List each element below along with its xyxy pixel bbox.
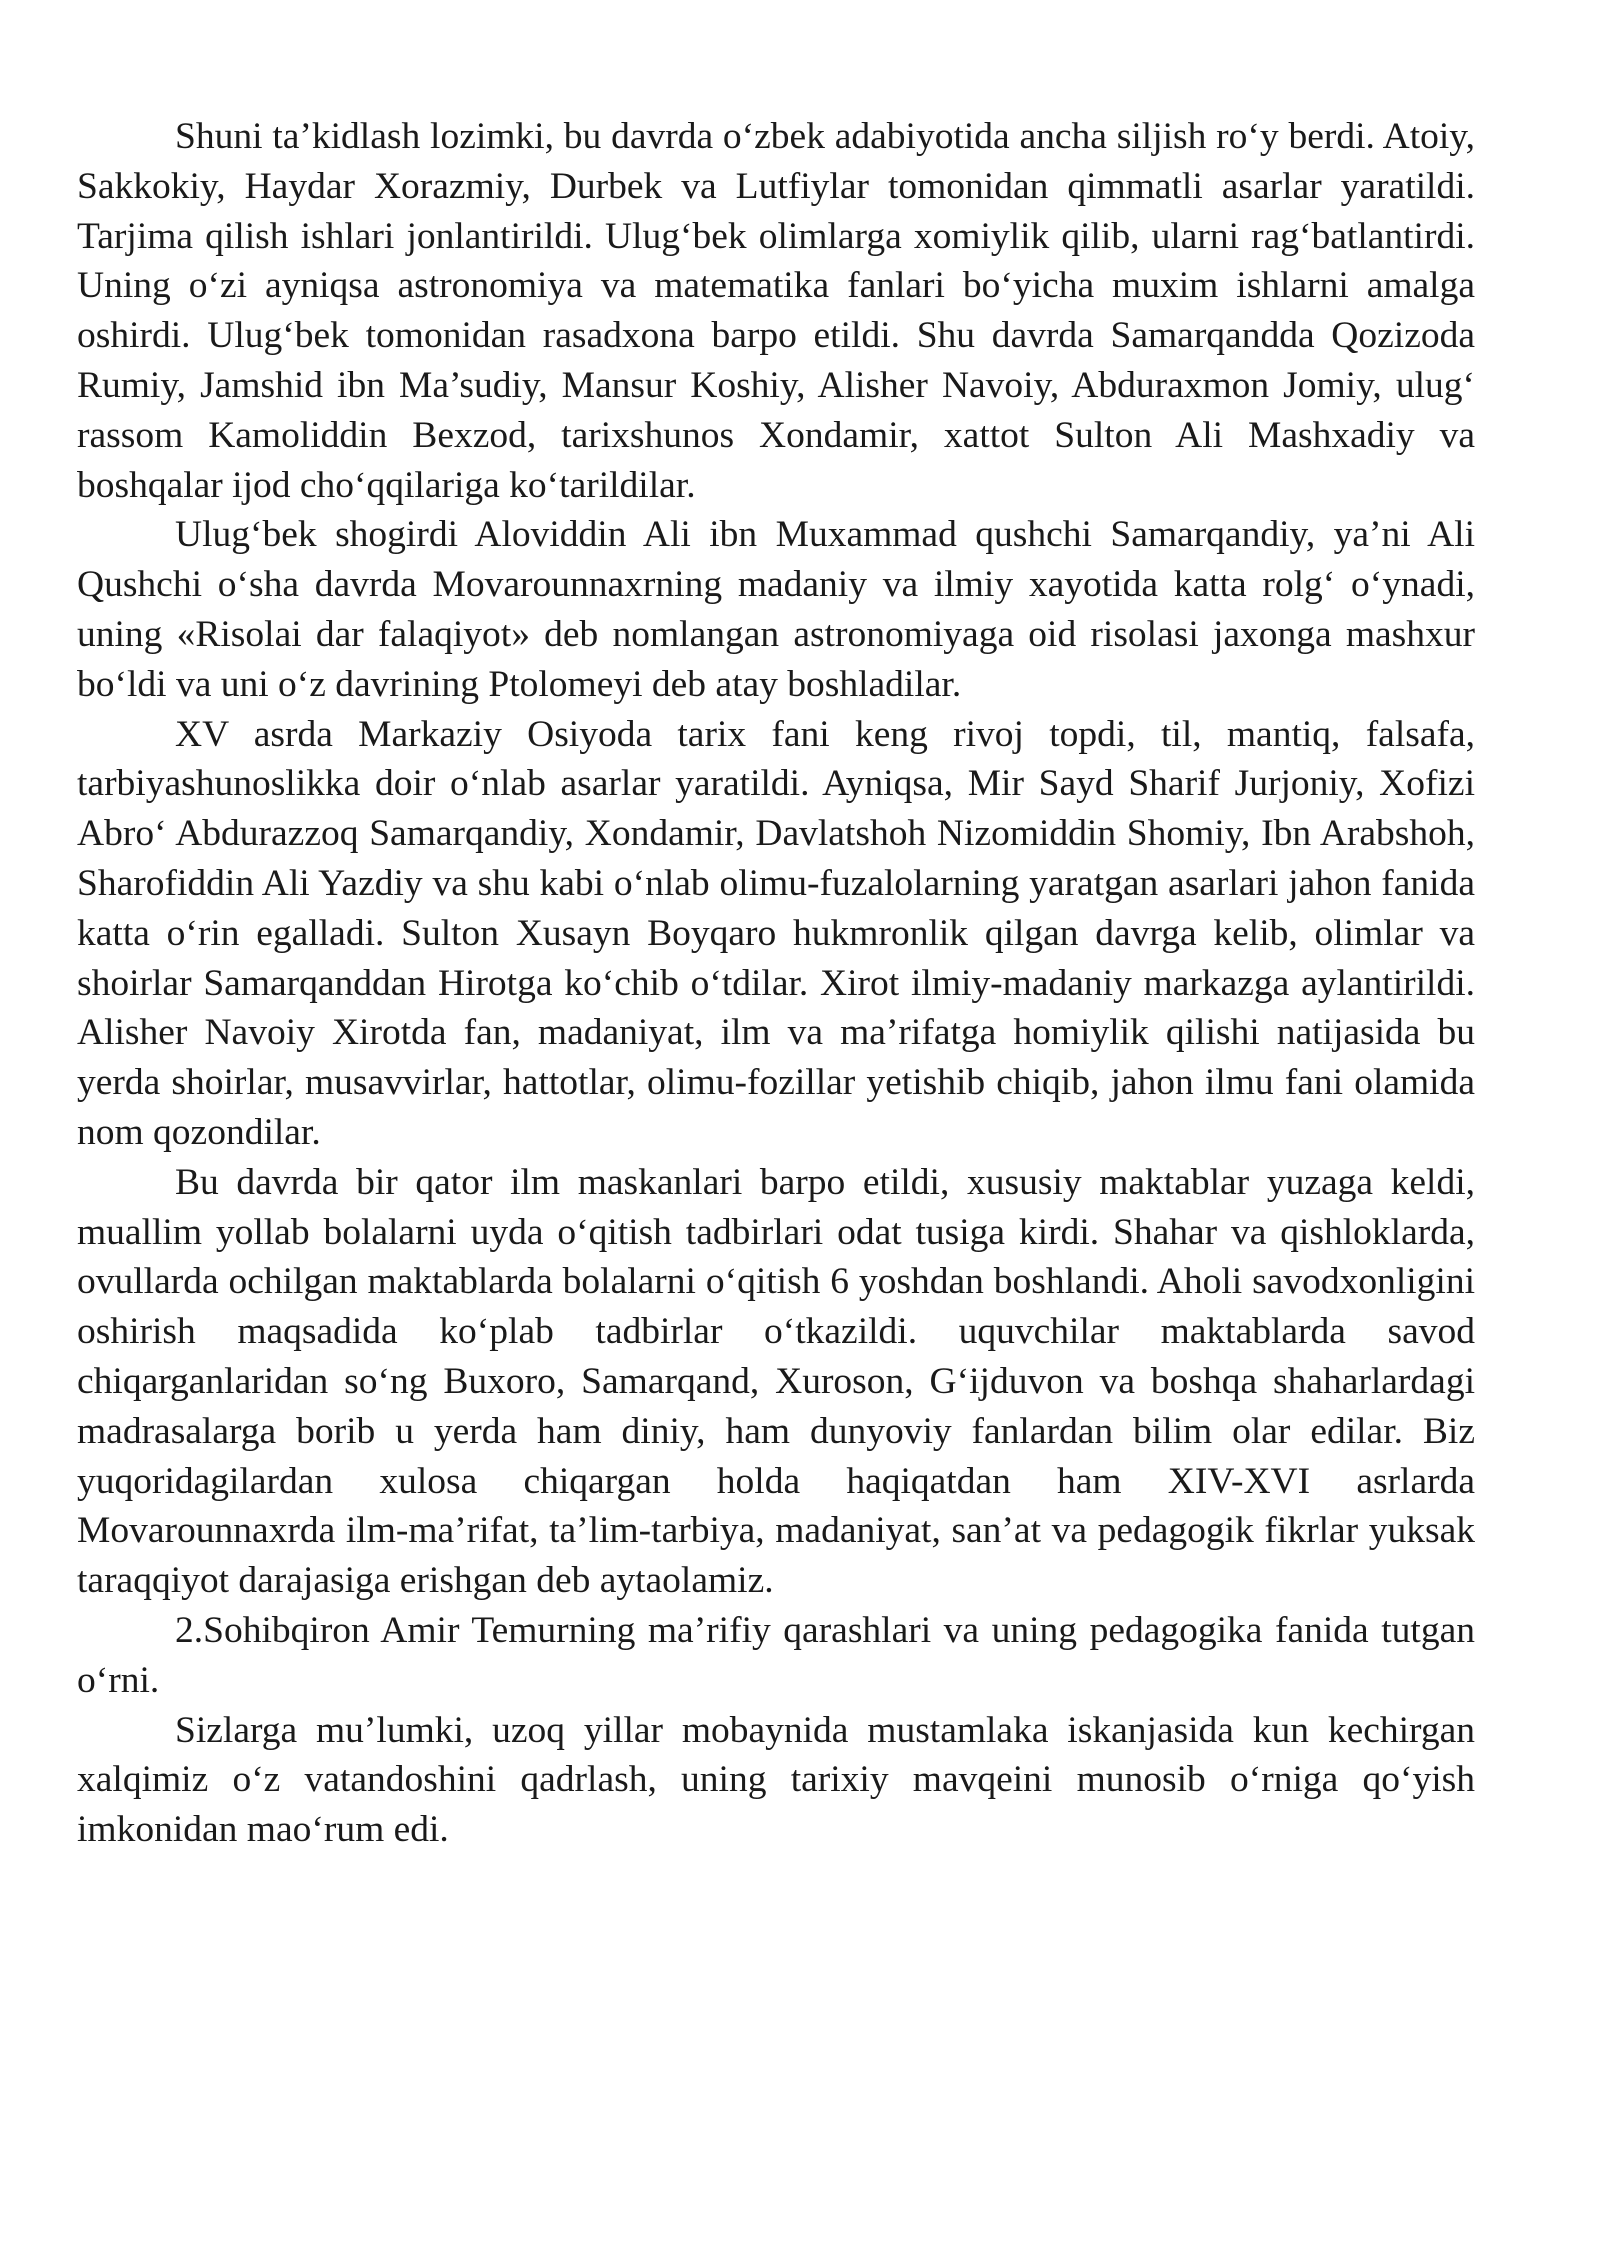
document-page: [77, 112, 1475, 1855]
paragraph-closing: Sizlarga mu’lumki, uzoq yillar mobaynida mustamlaka iskanjasida kun kechirgan xalqimiz o‘z vatandoshini qadrlash, uning tarixiy mavqeini munosib o‘rniga qo‘yish imkonidan mao‘rum edi.: [77, 1709, 1475, 1851]
paragraph-fifteenth-century: XV asrda Markaziy Osiyoda tarix fani keng rivoj topdi, til, mantiq, falsafa, tarbiyashunoslikka doir o‘nlab asarlar yaratildi. Ayniqsa, Mir Sayd Sharif Jurjoniy, Xofizi Abro‘ Abdurazzoq Samarqandiy, Xondamir, Davlatshoh Nizomiddin Shomiy, Ibn Arabshoh, Sharofiddin Ali Yazdiy va shu kabi o‘nlab olimu-fuzalolarning yaratgan asarlari jahon fanida katta o‘rin egalladi. Sulton Xusayn Boyqaro hukmronlik qilgan davrga kelib, olimlar va shoirlar Samarqanddan Hirotga ko‘chib o‘tdilar. Xirot ilmiy-madaniy markazga aylantirildi. Alisher Navoiy Xirotda fan, madaniyat, ilm va ma’rifatga homiylik qilishi natijasida bu yerda shoirlar, musavvirlar, hattotlar, olimu-fozillar yetishib chiqib, jahon ilmu fani olamida nom qozondilar.: [77, 713, 1475, 1153]
paragraph-literature: Shuni ta’kidlash lozimki, bu davrda o‘zbek adabiyotida ancha siljish ro‘y berdi. Atoiy, Sakkokiy, Haydar Xorazmiy, Durbek va Lutfiylar tomonidan qimmatli asarlar yaratildi. Tarjima qilish ishlari jonlantirildi. Ulug‘bek olimlarga xomiylik qilib, ularni rag‘batlantirdi. Uning o‘zi ayniqsa astronomiya va matematika fanlari bo‘yicha muxim ishlarni amalga oshirdi. Ulug‘bek tomonidan rasadxona barpo etildi. Shu davrda Samarqandda Qozizoda Rumiy, Jamshid ibn Ma’sudiy, Mansur Koshiy, Alisher Navoiy, Abduraxmon Jomiy, ulug‘ rassom Kamoliddin Bexzod, tarixshunos Xondamir, xattot Sulton Ali Mashxadiy va boshqalar ijod cho‘qqilariga ko‘tarildilar.: [77, 116, 1475, 506]
paragraph-schools: Bu davrda bir qator ilm maskanlari barpo etildi, xususiy maktablar yuzaga keldi, muallim yollab bolalarni uyda o‘qitish tadbirlari odat tusiga kirdi. Shahar va qishloklarda, ovullarda ochilgan maktablarda bolalarni o‘qitish 6 yoshdan boshlandi. Aholi savodxonligini oshirish maqsadida ko‘plab tadbirlar o‘tkazildi. uquvchilar maktablarda savod chiqarganlaridan so‘ng Buxoro, Samarqand, Xuroson, G‘ijduvon va boshqa shaharlardagi madrasalarga borib u yerda ham diniy, ham dunyoviy fanlardan bilim olar edilar. Biz yuqoridagilardan xulosa chiqargan holda haqiqatdan ham XIV-XVI asrlarda Movarounnaxrda ilm-ma’rifat, ta’lim-tarbiya, madaniyat, san’at va pedagogik fikrlar yuksak taraqqiyot darajasiga erishgan deb aytaolamiz.: [77, 1161, 1475, 1602]
section-heading: 2.Sohibqiron Amir Temurning ma’rifiy qarashlari va uning pedagogika fanida tutgan o‘rni.: [77, 1609, 1475, 1701]
paragraph-ali-qushchi: Ulug‘bek shogirdi Aloviddin Ali ibn Muxammad qushchi Samarqandiy, ya’ni Ali Qushchi o‘sha davrda Movarounnaxrning madaniy va ilmiy xayotida katta rolg‘ o‘ynadi, uning «Risolai dar falaqiyot» deb nomlangan astronomiyaga oid risolasi jaxonga mashxur bo‘ldi va uni o‘z davrining Ptolomeyi deb atay boshladilar.: [77, 514, 1475, 705]
